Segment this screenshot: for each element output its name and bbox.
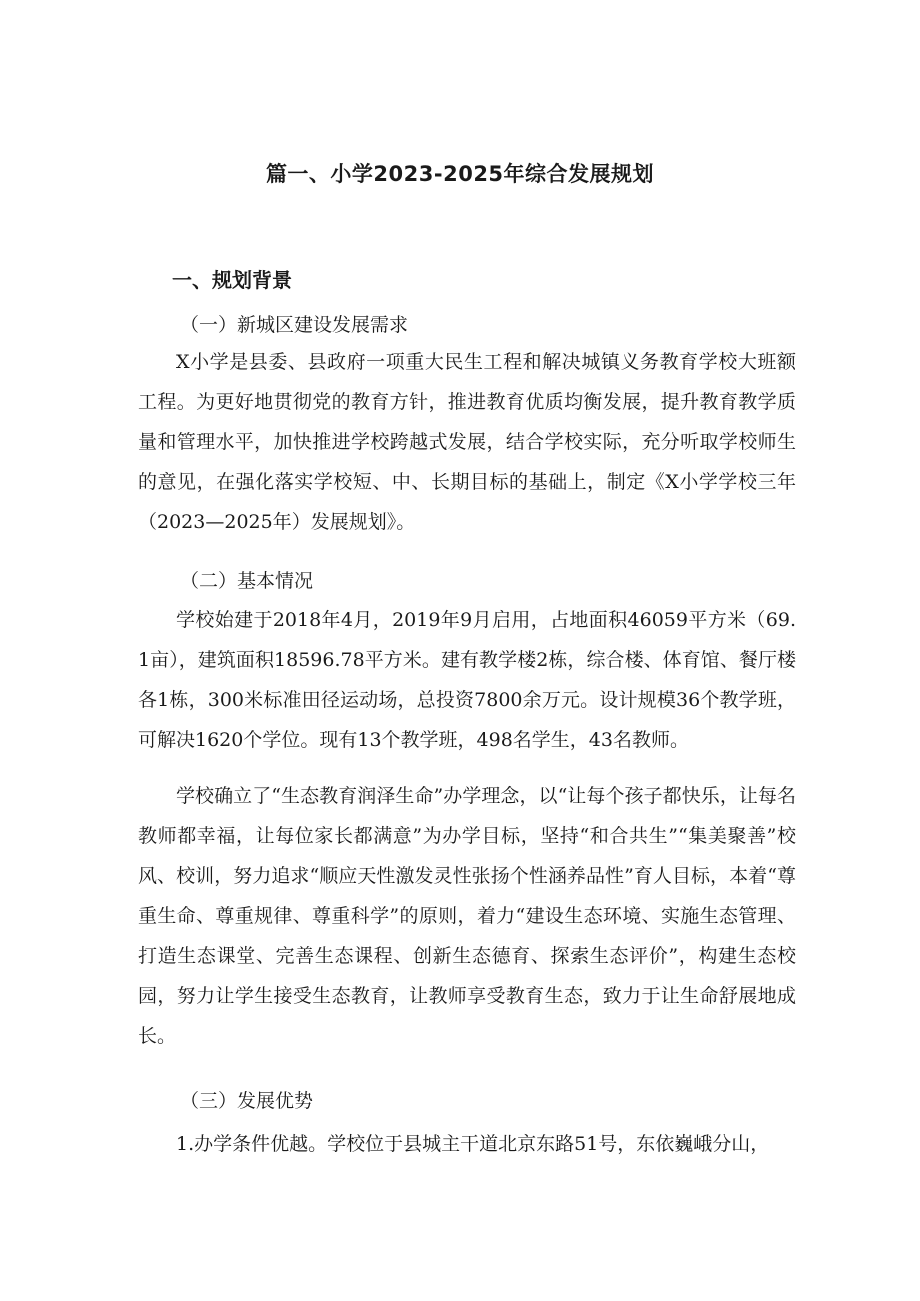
paragraph-advantage-1: 1.办学条件优越。学校位于县城主干道北京东路51号，东依巍峨分山， bbox=[176, 1133, 770, 1155]
subsection-heading-new-district: （一）新城区建设发展需求 bbox=[180, 314, 409, 336]
subsection-heading-basic-info: （二）基本情况 bbox=[180, 570, 314, 592]
document-title: 篇一、小学2023-2025年综合发展规划 bbox=[265, 162, 655, 186]
section-heading-background: 一、规划背景 bbox=[172, 268, 292, 292]
paragraph-new-district: X小学是县委、县政府一项重大民生工程和解决城镇义务教育学校大班额工程。为更好地贯彻党的教育方针，推进教育优质均衡发展，提升教育教学质量和管理水平，加快推进学校跨越式发展，结合学校实际，充分听取学校师生的意见，在强化落实学校短、中、长期目标的基础上，制定《X小学学校三年（2023—2025年）发展规划》。 bbox=[138, 351, 796, 533]
paragraph-basic-info: 学校始建于2018年4月，2019年9月启用，占地面积46059平方米（69.1亩），建筑面积18596.78平方米。建有教学楼2栋，综合楼、体育馆、餐厅楼各1栋，300米标准田径运动场，总投资7800余万元。设计规模36个教学班，可解决1620个学位。现有13个教学班，498名学生，43名教师。 bbox=[138, 609, 796, 751]
paragraph-philosophy: 学校确立了“生态教育润泽生命”办学理念，以“让每个孩子都快乐，让每名教师都幸福，让每位家长都满意”为办学目标，坚持“和合共生”“集美聚善”校风、校训，努力追求“顺应天性激发灵性张扬个性涵养品性”育人目标，本着“尊重生命、尊重规律、尊重科学”的原则，着力“建设生态环境、实施生态管理、打造生态课堂、完善生态课程、创新生态德育、探索生态评价”，构建生态校园，努力让学生接受生态教育，让教师享受教育生态，致力于让生命舒展地成长。 bbox=[138, 785, 796, 1047]
subsection-heading-advantages: （三）发展优势 bbox=[180, 1090, 314, 1112]
